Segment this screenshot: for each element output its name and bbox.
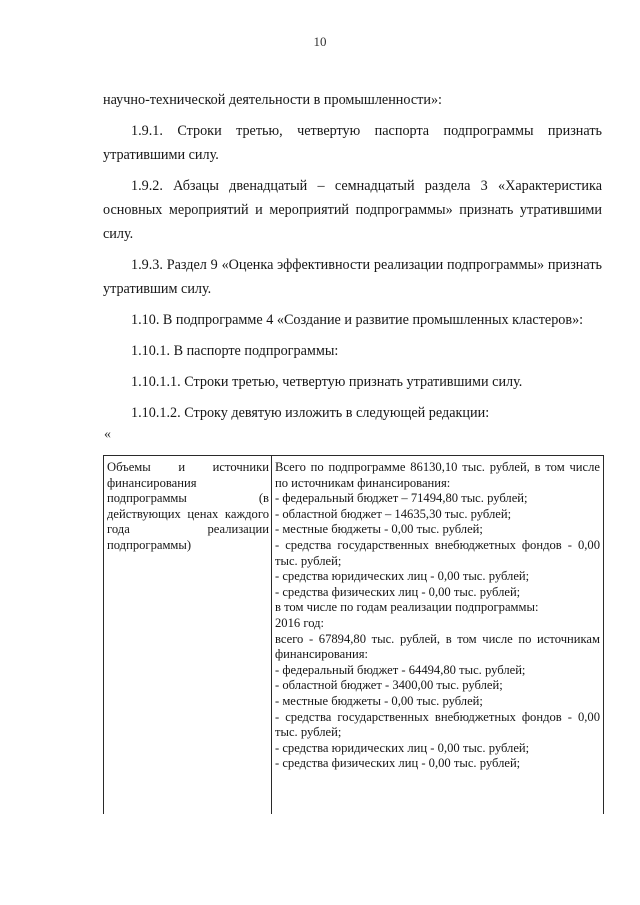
table-line: - федеральный бюджет – 71494,80 тыс. рублей; [275, 491, 528, 506]
paragraph-1-9-2: 1.9.2. Абзацы двенадцатый – семнадцатый раздела 3 «Характеристика основных мероприятий и мероприятий подпрограммы» признать утратившими силу. [103, 178, 602, 242]
table-cell-label: Объемы и источники финансирования подпрограммы (в действующих ценах каждого года реализации подпрограммы) [104, 456, 272, 814]
table-line: всего - 67894,80 тыс. рублей, в том числе по источникам финансирования: [275, 631, 600, 662]
table-line: - средства государственных внебюджетных фондов - 0,00 тыс. рублей; [275, 537, 600, 568]
table-line: Всего по подпрограмме 86130,10 тыс. рублей, в том числе по источникам финансирования: [275, 460, 600, 490]
table-line: - федеральный бюджет - 64494,80 тыс. рублей; [275, 662, 526, 677]
table-line: - средства юридических лиц - 0,00 тыс. рублей; [275, 569, 530, 584]
paragraph-continuation: научно-технической деятельности в промышленности»: [103, 92, 442, 108]
page-number: 10 [313, 34, 327, 49]
paragraph-1-10-1-1: 1.10.1.1. Строки третью, четвертую признать утратившими силу. [131, 374, 523, 390]
table-line: - областной бюджет – 14635,30 тыс. рублей; [275, 506, 512, 521]
table-line: - средства государственных внебюджетных фондов - 0,00 тыс. рублей; [275, 709, 600, 740]
table-line: - местные бюджеты - 0,00 тыс. рублей; [275, 522, 483, 537]
table-line: в том числе по годам реализации подпрограммы: [275, 600, 539, 615]
table-line: - средства физических лиц - 0,00 тыс. рублей; [275, 756, 521, 771]
funding-table [103, 455, 604, 814]
table-line: 2016 год: [275, 615, 325, 630]
paragraph-1-9-1: 1.9.1. Строки третью, четвертую паспорта подпрограммы признать утратившими силу. [103, 123, 602, 163]
table-cell-values [272, 456, 603, 814]
table-line: - областной бюджет - 3400,00 тыс. рублей; [275, 678, 503, 693]
opening-quote-mark: « [104, 427, 111, 442]
paragraph-1-9-3: 1.9.3. Раздел 9 «Оценка эффективности реализации подпрограммы» признать утратившим силу. [103, 257, 602, 297]
table-line: - средства физических лиц - 0,00 тыс. рублей; [275, 584, 521, 599]
paragraph-1-10: 1.10. В подпрограмме 4 «Создание и развитие промышленных кластеров»: [131, 312, 584, 328]
paragraph-1-10-1-2: 1.10.1.2. Строку девятую изложить в следующей редакции: [131, 405, 490, 421]
paragraph-1-10-1: 1.10.1. В паспорте подпрограммы: [131, 343, 339, 359]
table-line: - средства юридических лиц - 0,00 тыс. рублей; [275, 740, 530, 755]
table-line: - местные бюджеты - 0,00 тыс. рублей; [275, 693, 483, 708]
body-text [103, 88, 602, 432]
